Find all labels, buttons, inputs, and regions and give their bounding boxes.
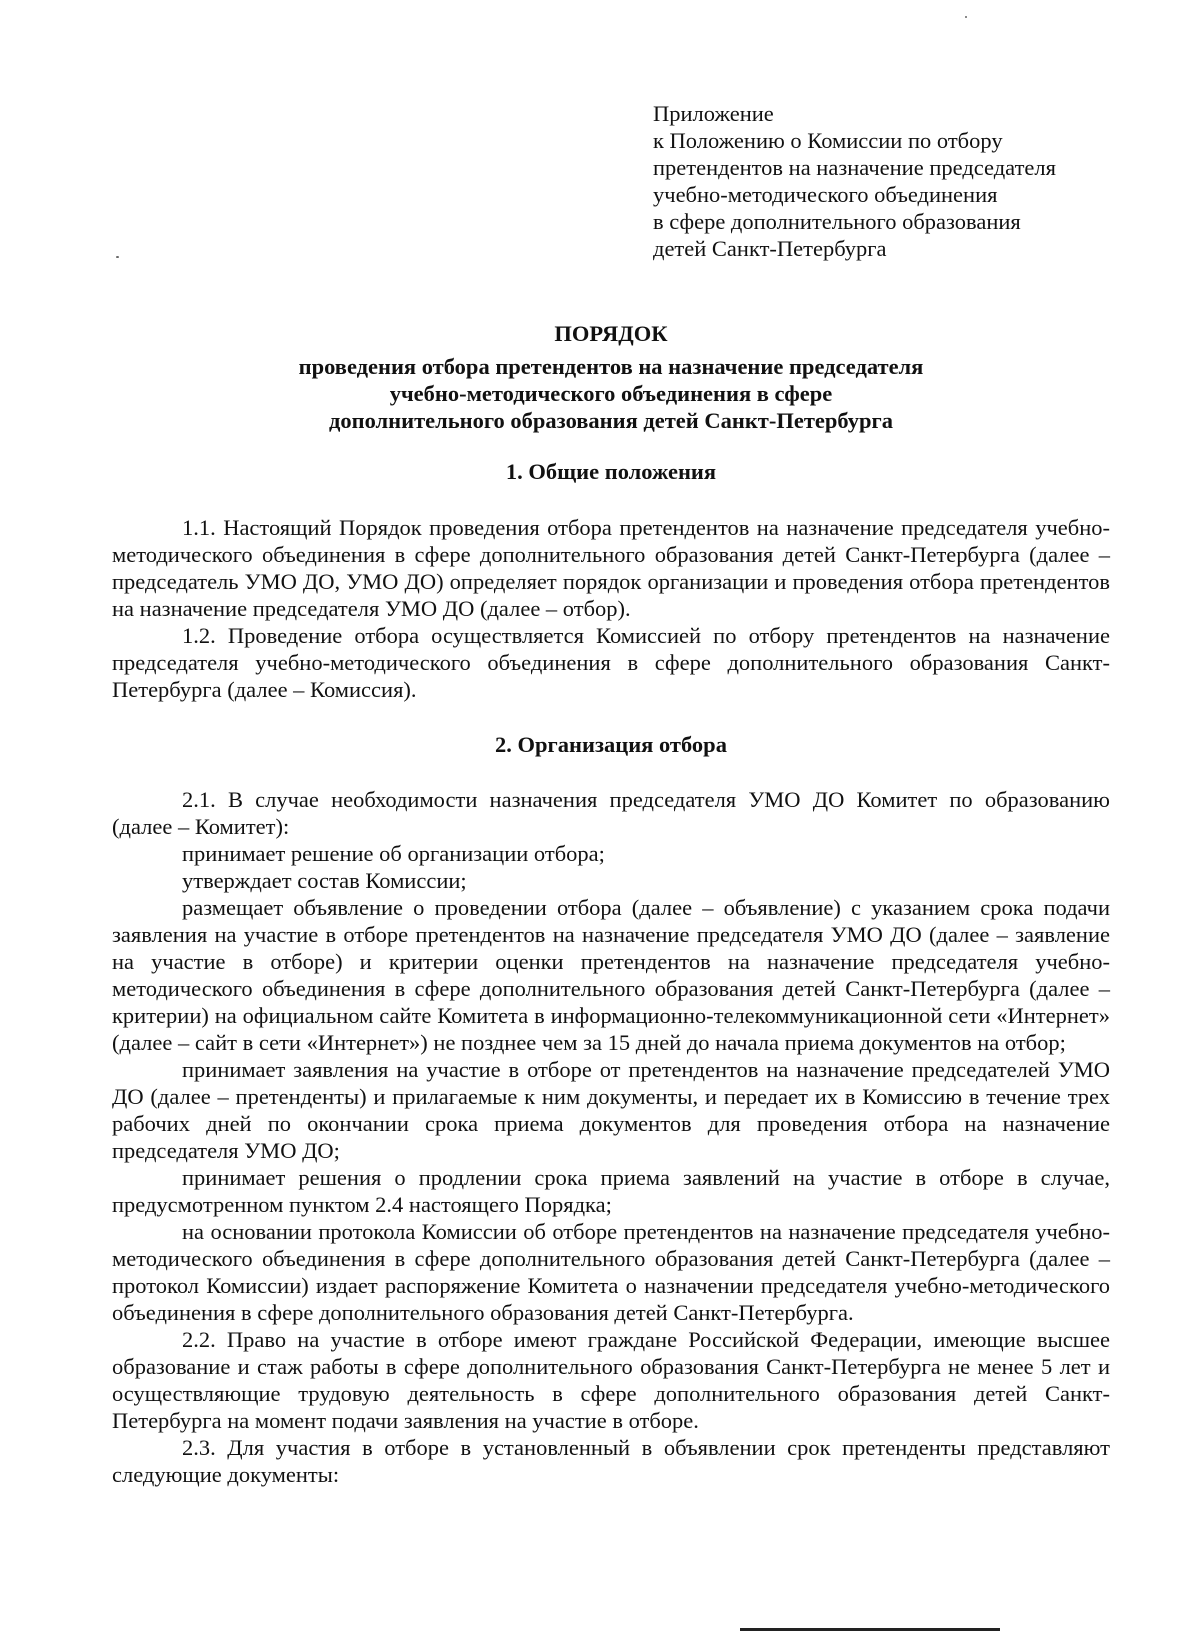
section-1-body: [112, 514, 1110, 703]
title-subline: дополнительного образования детей Санкт-Петербурга: [328, 408, 894, 433]
list-item: принимает решения о продлении срока приема заявлений на участие в отборе в случае, предусмотренном пунктом 2.4 настоящего Порядка;: [112, 1165, 1110, 1217]
paragraph: 1.1. Настоящий Порядок проведения отбора претендентов на назначение председателя учебно-методического объединения в сфере дополнительного образования детей Санкт-Петербурга (далее – председатель УМО ДО, УМО ДО) определяет порядок организации и проведения отбора претендентов на назначение председателя УМО ДО (далее – отбор).: [112, 515, 1110, 621]
appendix-line: в сфере дополнительного образования: [653, 209, 1021, 234]
title-subline: учебно-методического объединения в сфере: [389, 381, 833, 406]
appendix-line: претендентов на назначение председателя: [653, 155, 1056, 180]
list-item: принимает решение об организации отбора;: [182, 841, 605, 866]
appendix-line: Приложение: [653, 101, 774, 126]
list-item: размещает объявление о проведении отбора (далее – объявление) с указанием срока подачи заявления на участие в отборе претендентов на назначение председателя УМО ДО (далее – заявление на участие в отборе) и критерии оценки претендентов на назначение председателя учебно-методического объединения в сфере дополнительного образования детей Санкт-Петербурга (далее – критерии) на официальном сайте Комитета в информационно-телекоммуникационной сети «Интернет» (далее – сайт в сети «Интернет») не позднее чем за 15 дней до начала приема документов на отбор;: [112, 895, 1110, 1055]
title-subline: проведения отбора претендентов на назначение председателя: [298, 354, 924, 379]
section-heading-2: 2. Организация отбора: [495, 732, 727, 757]
paragraph: 1.2. Проведение отбора осуществляется Комиссией по отбору претендентов на назначение председателя учебно-методического объединения в сфере дополнительного образования Санкт-Петербурга (далее – Комиссия).: [112, 623, 1110, 702]
appendix-line: учебно-методического объединения: [653, 182, 998, 207]
list-item: на основании протокола Комиссии об отборе претендентов на назначение председателя учебно-методического объединения в сфере дополнительного образования детей Санкт-Петербурга (далее – протокол Комиссии) издает распоряжение Комитета о назначении председателя учебно-методического объединения в сфере дополнительного образования детей Санкт-Петербурга.: [112, 1219, 1110, 1325]
list-item: принимает заявления на участие в отборе от претендентов на назначение председателей УМО ДО (далее – претенденты) и прилагаемые к ним документы, и передает их в Комиссию в течение трех рабочих дней по окончании срока приема документов для проведения отбора на назначение председателя УМО ДО;: [112, 1057, 1110, 1163]
paragraph: 2.2. Право на участие в отборе имеют граждане Российской Федерации, имеющие высшее образование и стаж работы в сфере дополнительного образования Санкт-Петербурга не менее 5 лет и осуществляющие трудовую деятельность в сфере дополнительного образования детей Санкт-Петербурга на момент подачи заявления на участие в отборе.: [112, 1327, 1110, 1433]
paragraph: 2.3. Для участия в отборе в установленный в объявлении срок претенденты представляют следующие документы:: [112, 1435, 1110, 1487]
section-2-body: [112, 786, 1110, 1488]
scan-speck: [965, 16, 967, 18]
paragraph: 2.1. В случае необходимости назначения председателя УМО ДО Комитет по образованию (далее – Комитет):: [112, 787, 1110, 839]
scan-speck: [116, 256, 119, 258]
section-heading-1: 1. Общие положения: [505, 459, 717, 484]
appendix-header: [653, 100, 1056, 262]
appendix-line: к Положению о Комиссии по отбору: [653, 128, 1003, 153]
document-title: [0, 320, 1200, 434]
title-main: ПОРЯДОК: [554, 321, 668, 346]
scan-edge-mark: [740, 1628, 1000, 1631]
list-item: утверждает состав Комиссии;: [182, 868, 467, 893]
appendix-line: детей Санкт-Петербурга: [653, 236, 887, 261]
